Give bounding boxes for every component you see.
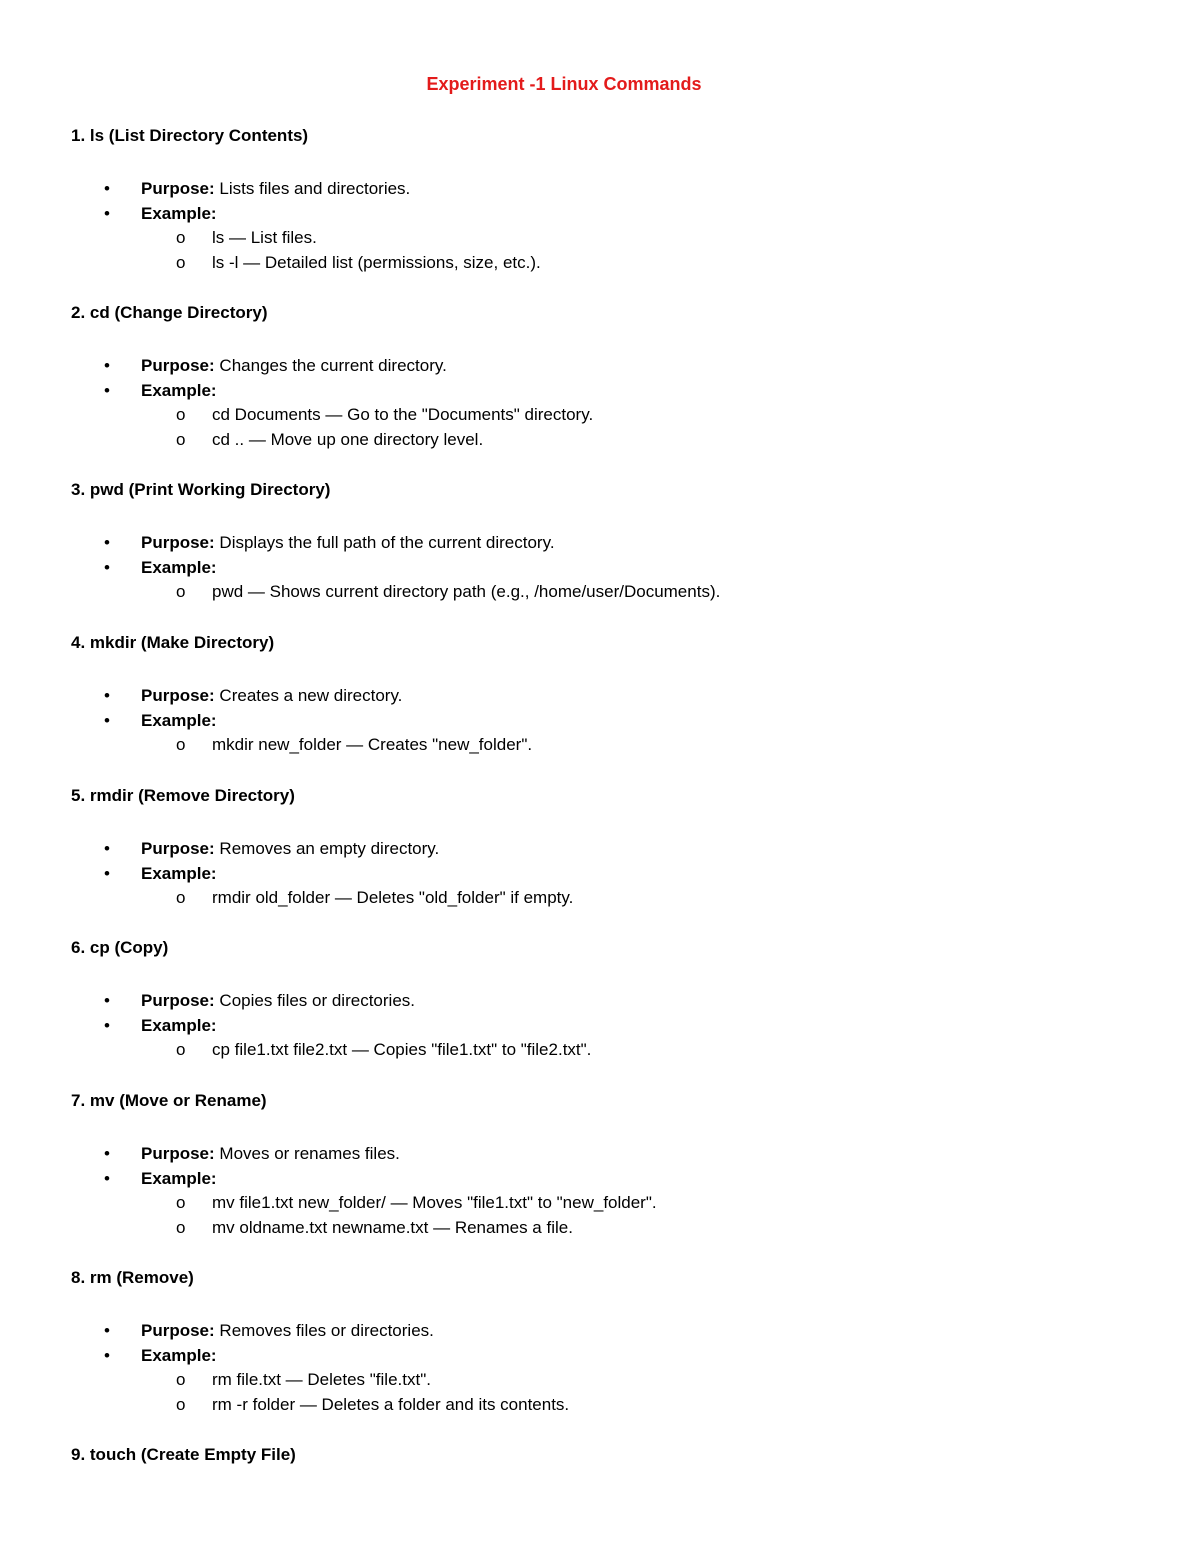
bullet-list	[71, 354, 1131, 452]
bullet-icon: •	[104, 179, 110, 198]
section-heading: 5. rmdir (Remove Directory)	[71, 786, 295, 805]
purpose-text: Removes an empty directory.	[219, 839, 440, 858]
bullet-list	[71, 531, 1131, 605]
example-line	[71, 1368, 1131, 1393]
example-line	[71, 886, 1131, 911]
example-line	[71, 733, 1131, 758]
purpose-label: Purpose:	[141, 533, 215, 552]
example-label: Example:	[141, 863, 217, 883]
purpose-item	[71, 531, 1131, 556]
example-label: Example:	[141, 557, 217, 577]
section-heading: 1. ls (List Directory Contents)	[71, 126, 309, 145]
purpose-label: Purpose:	[141, 1321, 215, 1340]
sub-bullet-icon: o	[176, 252, 186, 272]
purpose-text: Removes files or directories.	[219, 1321, 434, 1340]
purpose-label: Purpose:	[141, 356, 215, 375]
section-heading: 6. cp (Copy)	[71, 938, 169, 957]
bullet-icon: •	[104, 1321, 110, 1340]
sub-bullet-icon: o	[176, 582, 186, 601]
sub-bullet-icon: o	[176, 1193, 186, 1212]
example-line	[71, 1393, 1131, 1418]
section-cd	[71, 301, 1131, 452]
section-mkdir	[71, 631, 1131, 758]
section-touch	[71, 1443, 1131, 1467]
example-item	[71, 1344, 1131, 1369]
purpose-item	[71, 684, 1131, 709]
example-text: mv file1.txt new_folder/ — Moves "file1.txt" to "new_folder".	[212, 1193, 657, 1212]
section-heading: 2. cd (Change Directory)	[71, 303, 268, 322]
example-text: cd .. — Move up one directory level.	[212, 429, 484, 449]
bullet-icon: •	[104, 839, 110, 858]
bullet-icon: •	[104, 686, 110, 705]
section-pwd	[71, 478, 1131, 605]
section-rm	[71, 1266, 1131, 1417]
sub-bullet-icon: o	[176, 429, 186, 449]
sub-bullet-icon: o	[176, 228, 186, 247]
bullet-icon: •	[104, 1345, 110, 1365]
section-cp	[71, 936, 1131, 1063]
section-heading: 7. mv (Move or Rename)	[71, 1091, 267, 1110]
example-text: pwd — Shows current directory path (e.g., /home/user/Documents).	[212, 582, 721, 601]
example-line	[71, 403, 1131, 428]
bullet-list	[71, 177, 1131, 275]
example-text: ls -l — Detailed list (permissions, size, etc.).	[212, 252, 541, 272]
example-item	[71, 202, 1131, 227]
sub-bullet-icon: o	[176, 1394, 186, 1414]
bullet-icon: •	[104, 863, 110, 883]
purpose-label: Purpose:	[141, 686, 215, 705]
sub-bullet-icon: o	[176, 888, 186, 907]
bullet-icon: •	[104, 1168, 110, 1188]
example-label: Example:	[141, 203, 217, 223]
example-label: Example:	[141, 1168, 217, 1188]
sub-bullet-icon: o	[176, 735, 186, 754]
bullet-icon: •	[104, 380, 110, 400]
example-text: cp file1.txt file2.txt — Copies "file1.txt" to "file2.txt".	[212, 1040, 592, 1059]
example-text: mv oldname.txt newname.txt — Renames a file.	[212, 1217, 573, 1237]
section-mv	[71, 1089, 1131, 1240]
bullet-icon: •	[104, 1015, 110, 1035]
bullet-list	[71, 1319, 1131, 1417]
bullet-list	[71, 684, 1131, 758]
example-item	[71, 379, 1131, 404]
example-label: Example:	[141, 1345, 217, 1365]
example-text: ls — List files.	[212, 228, 317, 247]
section-rmdir	[71, 784, 1131, 911]
purpose-label: Purpose:	[141, 1144, 215, 1163]
example-text: rm -r folder — Deletes a folder and its contents.	[212, 1394, 570, 1414]
purpose-item	[71, 1142, 1131, 1167]
example-text: rm file.txt — Deletes "file.txt".	[212, 1370, 431, 1389]
section-heading: 3. pwd (Print Working Directory)	[71, 480, 331, 499]
purpose-item	[71, 989, 1131, 1014]
purpose-item	[71, 837, 1131, 862]
section-heading: 9. touch (Create Empty File)	[71, 1445, 296, 1464]
purpose-text: Lists files and directories.	[219, 179, 411, 198]
sub-bullet-icon: o	[176, 1217, 186, 1237]
purpose-item	[71, 1319, 1131, 1344]
purpose-text: Creates a new directory.	[219, 686, 403, 705]
purpose-item	[71, 354, 1131, 379]
example-label: Example:	[141, 1015, 217, 1035]
sub-bullet-icon: o	[176, 405, 186, 424]
purpose-text: Moves or renames files.	[219, 1144, 400, 1163]
purpose-text: Displays the full path of the current directory.	[219, 533, 555, 552]
purpose-text: Changes the current directory.	[219, 356, 447, 375]
example-line	[71, 428, 1131, 453]
example-line	[71, 1038, 1131, 1063]
sub-bullet-icon: o	[176, 1040, 186, 1059]
example-line	[71, 226, 1131, 251]
purpose-item	[71, 177, 1131, 202]
section-heading: 4. mkdir (Make Directory)	[71, 633, 275, 652]
purpose-label: Purpose:	[141, 991, 215, 1010]
purpose-label: Purpose:	[141, 839, 215, 858]
purpose-text: Copies files or directories.	[219, 991, 415, 1010]
example-item	[71, 862, 1131, 887]
example-line	[71, 251, 1131, 276]
sub-bullet-icon: o	[176, 1370, 186, 1389]
bullet-icon: •	[104, 203, 110, 223]
example-label: Example:	[141, 710, 217, 730]
purpose-label: Purpose:	[141, 179, 215, 198]
document-title: Experiment -1 Linux Commands	[426, 74, 702, 94]
bullet-icon: •	[104, 557, 110, 577]
bullet-list	[71, 989, 1131, 1063]
example-line	[71, 1216, 1131, 1241]
example-item	[71, 556, 1131, 581]
example-text: rmdir old_folder — Deletes "old_folder" if empty.	[212, 888, 574, 907]
example-line	[71, 580, 1131, 605]
bullet-icon: •	[104, 533, 110, 552]
example-item	[71, 1014, 1131, 1039]
bullet-icon: •	[104, 356, 110, 375]
section-ls	[71, 124, 1131, 275]
example-text: mkdir new_folder — Creates "new_folder".	[212, 735, 533, 754]
example-item	[71, 709, 1131, 734]
example-label: Example:	[141, 380, 217, 400]
example-line	[71, 1191, 1131, 1216]
bullet-icon: •	[104, 991, 110, 1010]
bullet-list	[71, 837, 1131, 911]
example-item	[71, 1167, 1131, 1192]
bullet-icon: •	[104, 710, 110, 730]
example-text: cd Documents — Go to the "Documents" directory.	[212, 405, 594, 424]
bullet-list	[71, 1142, 1131, 1240]
bullet-icon: •	[104, 1144, 110, 1163]
section-heading: 8. rm (Remove)	[71, 1268, 194, 1287]
